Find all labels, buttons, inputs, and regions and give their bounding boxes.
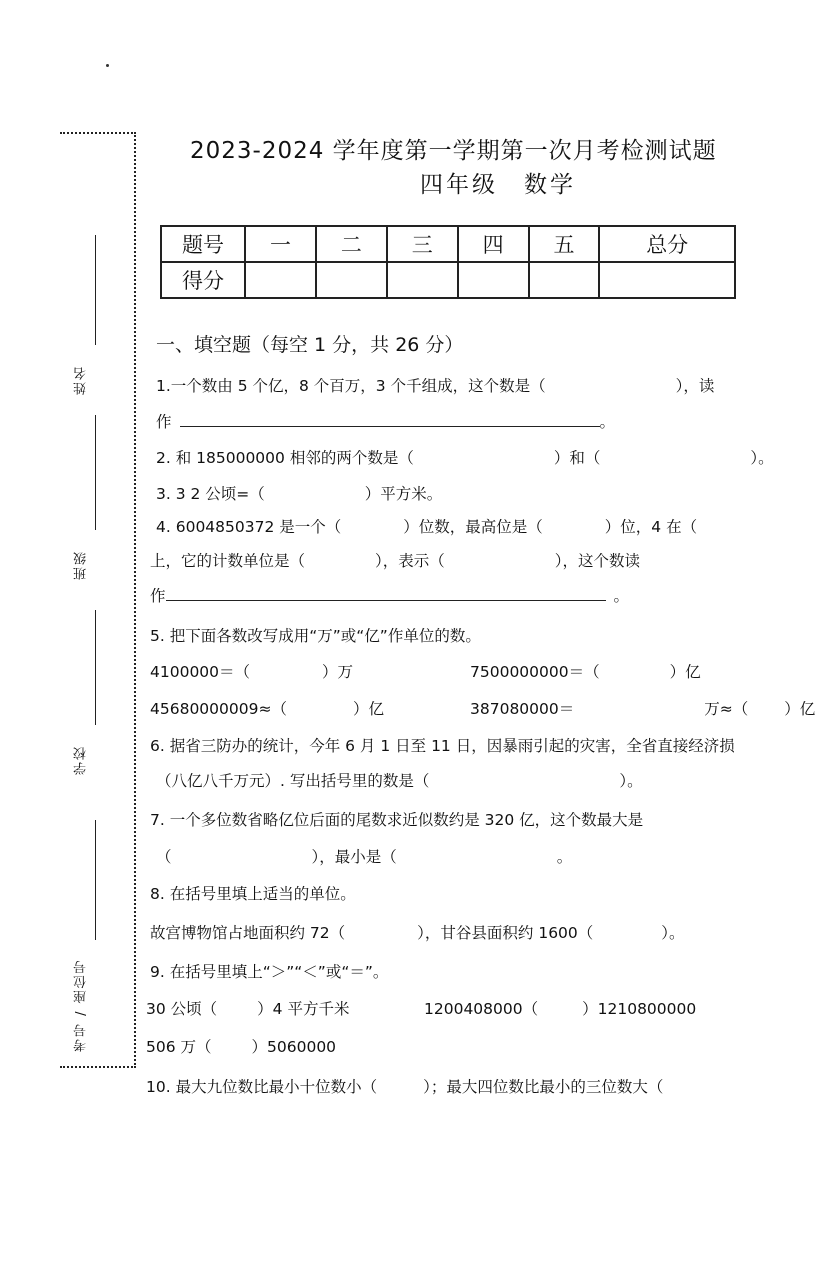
q1-text-b: ），读 [675,377,715,395]
q4-text-f: ），这个数读 [554,552,641,570]
q6-text-b: （八亿八千万元）. 写出括号里的数是（ [156,772,430,790]
q5-b2: ）亿 [669,663,701,681]
q1-text-a: 1.一个数由 5 个亿，8 个百万，3 个千组成，这个数是（ [156,377,546,395]
score-row-label: 得分 [161,262,245,298]
score-cell[interactable] [529,262,600,298]
class-line[interactable] [95,415,96,530]
q9-a2: ）4 平方千米 [257,1000,350,1018]
score-cell[interactable] [387,262,458,298]
exam-title: 2023-2024 学年度第一学期第一次月考检测试题 [190,138,717,164]
q7-text-d: 。 [556,848,573,866]
score-header-cell: 四 [458,226,529,262]
q5-item-d [470,697,815,719]
question-7 [150,808,643,830]
q2-text-b: ）和（ [553,449,601,467]
school-field[interactable] [72,735,102,835]
q2-text-c: ）。 [750,449,774,467]
q9-a1: 30 公顷（ [146,1000,218,1018]
score-header-cell: 一 [245,226,316,262]
question-1 [156,374,714,396]
q8-text-a: 故宫博物馆占地面积约 72（ [150,924,346,942]
question-9 [150,960,388,982]
school-label: 学校 [74,745,89,775]
question-4-cont [150,549,640,571]
score-header-row [161,226,735,262]
school-line[interactable] [95,610,96,725]
q5-b1: 7500000000＝（ [470,663,600,681]
seat-field[interactable] [72,950,102,1060]
name-label: 姓名 [74,365,89,395]
q10-text-b: ）；最大四位数比最小的三位数大（ [423,1078,664,1096]
name-line[interactable] [95,235,96,345]
q5-a1: 4100000＝（ [150,663,251,681]
question-4 [156,515,697,537]
q7-text-a: 7. 一个多位数省略亿位后面的尾数求近似数约是 320 亿，这个数最大是 [150,811,644,829]
answer-line[interactable] [180,410,600,427]
question-1-cont [156,410,615,432]
score-header-cell: 题号 [161,226,245,262]
q9-item-a [146,997,349,1019]
q5-item-a [150,660,353,682]
seat-line[interactable] [95,820,96,940]
q5-a2: ）万 [322,663,354,681]
q5-d1: 387080000＝ [470,700,575,718]
class-field[interactable] [72,540,102,640]
name-field[interactable] [72,355,102,455]
q7-text-c: ），最小是（ [311,848,397,866]
exam-subtitle: 四年级 数学 [420,172,576,198]
q9-item-b [424,997,696,1019]
q5-c2: ）亿 [352,700,384,718]
question-6-cont [156,769,643,791]
question-2 [156,446,774,468]
q5-c1: 45680000009≈（ [150,700,287,718]
q4-text-d: 上，它的计数单位是（ [150,552,306,570]
q8-text-c: ）。 [661,924,685,942]
score-cell[interactable] [316,262,387,298]
q4-text-c: ）位，4 在（ [604,518,698,536]
q8-text-b: ），甘谷县面积约 1600（ [417,924,594,942]
question-7-cont [156,845,572,867]
q2-text-a: 2. 和 185000000 相邻的两个数是（ [156,449,414,467]
q9-item-c [146,1035,336,1057]
score-cell[interactable] [599,262,735,298]
score-header-cell: 五 [529,226,600,262]
score-header-cell: 总分 [599,226,735,262]
score-row [161,262,735,298]
q5-item-c [150,697,384,719]
q3-text-a: 3. 3 2 公顷=（ [156,485,265,503]
score-header-cell: 三 [387,226,458,262]
question-6 [150,734,794,756]
q6-text-c: ）。 [619,772,643,790]
score-cell[interactable] [458,262,529,298]
q4-text-h: 。 [613,587,630,605]
q5-item-b [470,660,701,682]
q5-d3: ）亿 [784,700,815,718]
q1-text-d: 。 [599,413,616,431]
score-table [160,225,736,299]
seat-label: 考号 / 座位号 [74,958,89,1052]
q9-c2: ）5060000 [251,1038,337,1056]
q6-text-a: 6. 据省三防办的统计，今年 6 月 1 日至 11 日，因暴雨引起的灾害，全省直接经济损 [150,737,735,755]
q10-text-a: 10. 最大九位数比最小十位数小（ [146,1078,378,1096]
q9-title: 9. 在括号里填上“＞”“＜”或“＝”。 [150,963,389,981]
score-header-cell: 二 [316,226,387,262]
answer-line[interactable] [166,584,606,601]
q9-b1: 1200408000（ [424,1000,539,1018]
q4-text-a: 4. 6004850372 是一个（ [156,518,342,536]
score-cell[interactable] [245,262,316,298]
class-label: 班级 [74,550,89,580]
q9-b2: ）1210800000 [582,1000,697,1018]
q3-text-b: ）平方米。 [364,485,443,503]
q5-title: 5. 把下面各数改写成用“万”或“亿”作单位的数。 [150,627,481,645]
q8-title: 8. 在括号里填上适当的单位。 [150,885,356,903]
q4-text-g: 作 [150,587,166,605]
q4-text-e: ），表示（ [375,552,445,570]
q9-c1: 506 万（ [146,1038,212,1056]
q1-text-c: 作 [156,413,172,431]
question-5 [150,624,481,646]
scan-dot [106,64,109,67]
question-10 [146,1075,794,1097]
q4-text-b: ）位数，最高位是（ [403,518,543,536]
question-8 [150,882,356,904]
question-3 [156,482,442,504]
q7-text-b: （ [156,848,172,866]
question-4-cont2 [150,584,629,606]
question-8-item [150,921,685,943]
section-title: 一、填空题（每空 1 分，共 26 分） [156,334,464,356]
q5-d2: 万≈（ [704,700,749,718]
